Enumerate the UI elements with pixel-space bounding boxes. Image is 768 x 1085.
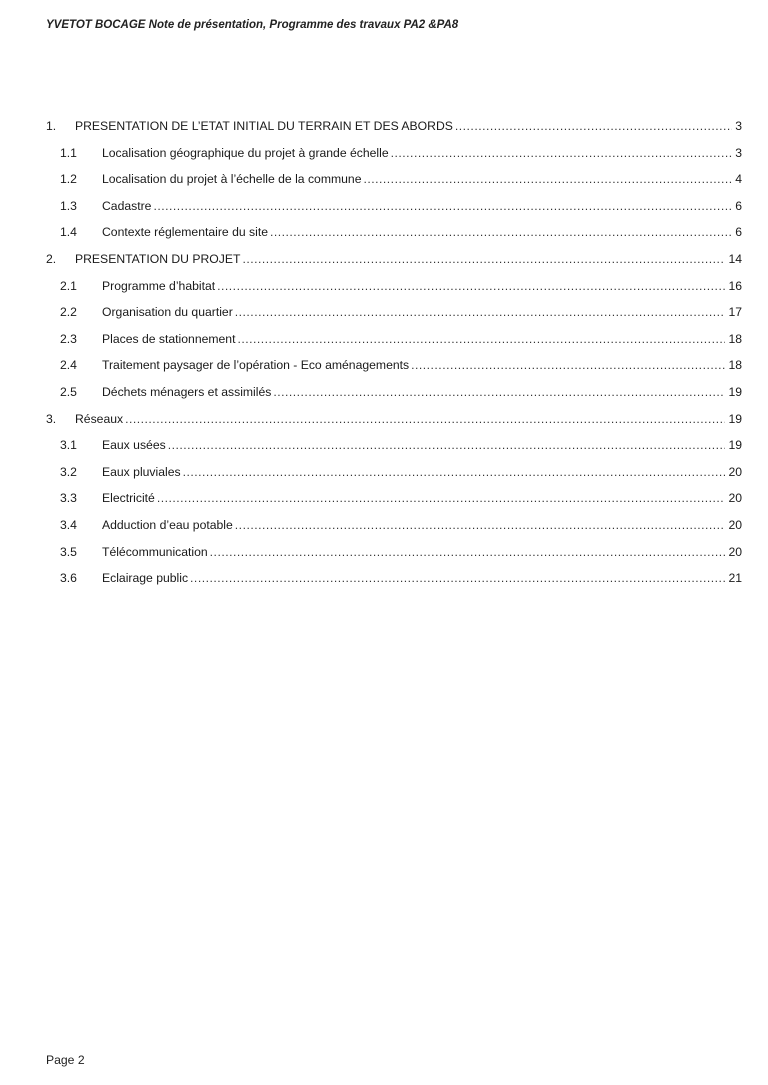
toc-entry-title[interactable]: Télécommunication <box>102 544 208 559</box>
toc-dot-leader <box>242 250 725 268</box>
toc-entry-number: 3.2 <box>60 464 77 479</box>
toc-entry-number: 1.3 <box>60 198 77 213</box>
toc-entry[interactable] <box>45 568 742 595</box>
toc-entry-page[interactable]: 18 <box>728 358 742 373</box>
toc-entry-number: 3.6 <box>60 571 77 586</box>
toc-entry-title[interactable]: Localisation géographique du projet à grande échelle <box>102 145 389 160</box>
toc-entry[interactable] <box>45 169 742 196</box>
toc-entry[interactable] <box>45 435 742 462</box>
toc-entry-number: 2.2 <box>60 305 77 320</box>
toc-entry-title[interactable]: Localisation du projet à l’échelle de la commune <box>102 172 362 187</box>
toc-dot-leader <box>235 303 726 321</box>
toc-dot-leader <box>217 277 725 295</box>
toc-entry[interactable] <box>45 302 742 329</box>
toc-dot-leader <box>270 223 732 241</box>
toc-entry-page[interactable]: 20 <box>728 491 742 506</box>
running-header: YVETOT BOCAGE Note de présentation, Programme des travaux PA2 &PA8 <box>46 19 459 31</box>
toc-dot-leader <box>157 489 726 507</box>
toc-entry-number: 1.4 <box>60 225 77 240</box>
toc-entry-page[interactable]: 4 <box>735 172 742 187</box>
toc-entry-title[interactable]: Eclairage public <box>102 571 189 586</box>
toc-entry-number: 2.3 <box>60 331 77 346</box>
toc-entry-page[interactable]: 20 <box>728 544 742 559</box>
toc-entry-title[interactable]: Programme d’habitat <box>102 278 216 293</box>
page-number-footer: Page 2 <box>46 1053 85 1067</box>
toc-entry-number: 2. <box>46 251 57 266</box>
toc-entry-page[interactable]: 6 <box>735 198 742 213</box>
toc-entry[interactable] <box>45 542 742 569</box>
toc-entry-number: 2.5 <box>60 384 77 399</box>
toc-dot-leader <box>168 436 726 454</box>
toc-entry-number: 3.4 <box>60 517 77 532</box>
toc-entry-page[interactable]: 14 <box>728 251 742 266</box>
toc-entry-page[interactable]: 3 <box>735 119 742 133</box>
toc-entry-number: 2.4 <box>60 358 77 373</box>
toc-entry-number: 3.5 <box>60 544 77 559</box>
toc-entry[interactable] <box>45 116 742 143</box>
toc-entry-title[interactable]: Eaux usées <box>102 438 166 453</box>
toc-entry-number: 3.1 <box>60 438 77 453</box>
toc-entry-title[interactable]: Adduction d’eau potable <box>102 517 233 532</box>
toc-entry-page[interactable]: 6 <box>735 225 742 240</box>
toc-entry-page[interactable]: 18 <box>728 331 742 346</box>
toc-entry-title[interactable]: Contexte réglementaire du site <box>102 225 268 240</box>
toc-dot-leader <box>363 170 732 188</box>
toc-entry-number: 3. <box>46 411 57 426</box>
toc-dot-leader <box>237 330 725 348</box>
toc-entry-number: 1. <box>46 119 57 133</box>
toc-dot-leader <box>391 144 733 162</box>
toc-entry-number: 1.1 <box>60 145 77 160</box>
toc-entry[interactable] <box>45 462 742 489</box>
toc-dot-leader <box>235 516 726 534</box>
toc-entry-number: 3.3 <box>60 491 77 506</box>
toc-entry[interactable] <box>45 488 742 515</box>
toc-entry-page[interactable]: 21 <box>728 571 742 586</box>
toc-entry-title[interactable]: Déchets ménagers et assimilés <box>102 384 272 399</box>
toc-entry-title[interactable]: Cadastre <box>102 198 152 213</box>
toc-entry-page[interactable]: 3 <box>735 145 742 160</box>
toc-dot-leader <box>210 543 726 561</box>
toc-entry[interactable] <box>45 515 742 542</box>
table-of-contents <box>45 116 742 595</box>
toc-entry-page[interactable]: 20 <box>728 464 742 479</box>
toc-entry-title[interactable]: Places de stationnement <box>102 331 236 346</box>
toc-entry[interactable] <box>45 276 742 303</box>
toc-dot-leader <box>153 197 732 215</box>
toc-dot-leader <box>190 569 725 587</box>
toc-entry-title[interactable]: Réseaux <box>75 411 124 426</box>
toc-entry-number: 1.2 <box>60 172 77 187</box>
toc-entry[interactable] <box>45 409 742 436</box>
toc-entry-title[interactable]: Traitement paysager de l’opération - Eco aménagements <box>102 358 410 373</box>
toc-dot-leader <box>125 410 725 428</box>
toc-entry[interactable] <box>45 355 742 382</box>
toc-entry-title[interactable]: Organisation du quartier <box>102 305 233 320</box>
toc-entry-number: 2.1 <box>60 278 77 293</box>
toc-entry-page[interactable]: 19 <box>728 411 742 426</box>
toc-entry[interactable] <box>45 382 742 409</box>
toc-dot-leader <box>411 356 725 374</box>
toc-entry[interactable] <box>45 222 742 249</box>
toc-entry-title[interactable]: Electricité <box>102 491 155 506</box>
toc-entry-page[interactable]: 19 <box>728 438 742 453</box>
toc-entry-page[interactable]: 16 <box>728 278 742 293</box>
toc-entry-page[interactable]: 17 <box>728 305 742 320</box>
toc-entry-page[interactable]: 20 <box>728 517 742 532</box>
toc-dot-leader <box>183 463 726 481</box>
toc-entry-title[interactable]: PRESENTATION DE L’ETAT INITIAL DU TERRAIN ET DES ABORDS <box>75 119 453 133</box>
toc-dot-leader <box>455 117 732 135</box>
toc-dot-leader <box>273 383 725 401</box>
toc-entry[interactable] <box>45 329 742 356</box>
toc-entry[interactable] <box>45 143 742 170</box>
toc-entry-title[interactable]: PRESENTATION DU PROJET <box>75 251 241 266</box>
toc-entry-page[interactable]: 19 <box>728 384 742 399</box>
toc-entry[interactable] <box>45 196 742 223</box>
toc-entry-title[interactable]: Eaux pluviales <box>102 464 181 479</box>
toc-entry[interactable] <box>45 249 742 276</box>
